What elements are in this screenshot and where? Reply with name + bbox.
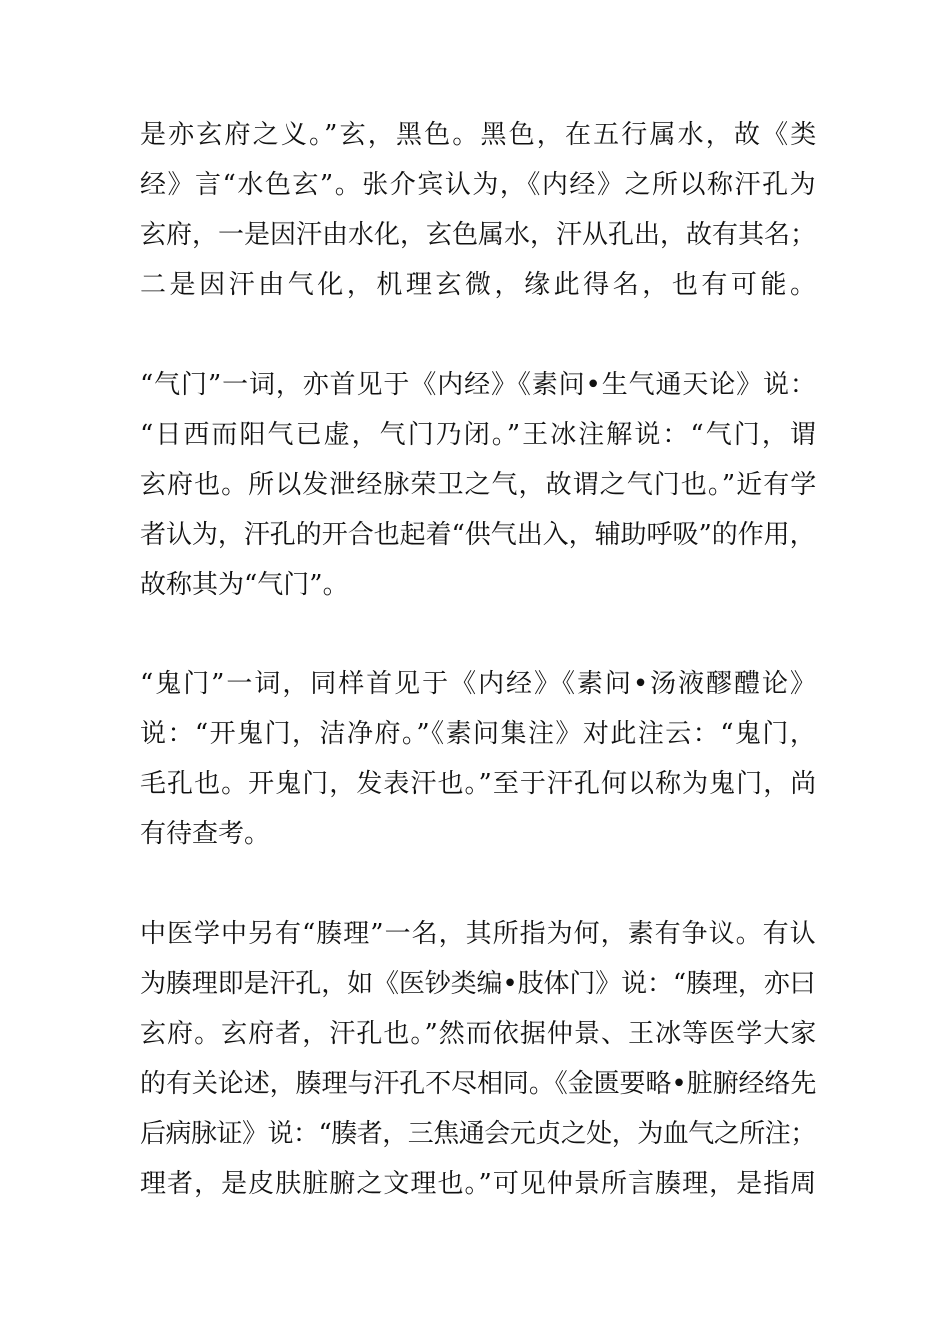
paragraph-1-line-1: 是亦玄府之义。”玄，黑色。黑色，在五行属水，故《类 <box>140 120 819 150</box>
paragraph-4-line-3: 玄府。玄府者，汗孔也。”然而依据仲景、王冰等医学大家 <box>140 1019 818 1049</box>
paragraph-4-line-4: 的有关论述，腠理与汗孔不尽相同。《金匮要略•脏腑经络先 <box>140 1069 817 1099</box>
paragraph-4-line-2: 为腠理即是汗孔，如《医钞类编•肢体门》说：“腠理，亦曰 <box>140 969 816 999</box>
paragraph-2-line-3: 玄府也。所以发泄经脉荣卫之气，故谓之气门也。”近有学 <box>140 470 818 500</box>
paragraph-4-line-5: 后病脉证》说：“腠者，三焦通会元贞之处，为血气之所注； <box>140 1119 816 1149</box>
paragraph-2-line-1: “气门”一词，亦首见于《内经》《素问•生气通天论》说： <box>140 370 817 400</box>
paragraph-3-line-2: 说：“开鬼门，洁净府。”《素问集注》对此注云：“鬼门， <box>140 719 818 749</box>
paragraph-3-line-3: 毛孔也。开鬼门，发表汗也。”至于汗孔何以称为鬼门，尚 <box>140 769 818 799</box>
paragraph-2-line-4: 者认为，汗孔的开合也起着“供气出入，辅助呼吸”的作用， <box>140 520 816 550</box>
paragraph-1-line-3: 玄府，一是因汗由水化，玄色属水，汗从孔出，故有其名； <box>140 220 817 250</box>
paragraph-1-line-4: 二是因汗由气化，机理玄微，缘此得名，也有可能。 <box>140 270 820 300</box>
paragraph-4-line-1: 中医学中另有“腠理”一名，其所指为何，素有争议。有认 <box>140 919 817 949</box>
paragraph-3-line-4: 有待查考。 <box>140 819 271 849</box>
paragraph-2-line-2: “日西而阳气已虚，气门乃闭。”王冰注解说：“气门，谓 <box>140 420 818 450</box>
paragraph-2-line-5: 故称其为“气门”。 <box>140 570 349 600</box>
paragraph-1-line-2: 经》言“水色玄”。张介宾认为，《内经》之所以称汗孔为 <box>140 170 818 200</box>
paragraph-4-line-6: 理者，是皮肤脏腑之文理也。”可见仲景所言腠理，是指周 <box>140 1169 818 1199</box>
paragraph-3-line-1: “鬼门”一词，同样首见于《内经》《素问•汤液醪醴论》 <box>140 669 818 699</box>
